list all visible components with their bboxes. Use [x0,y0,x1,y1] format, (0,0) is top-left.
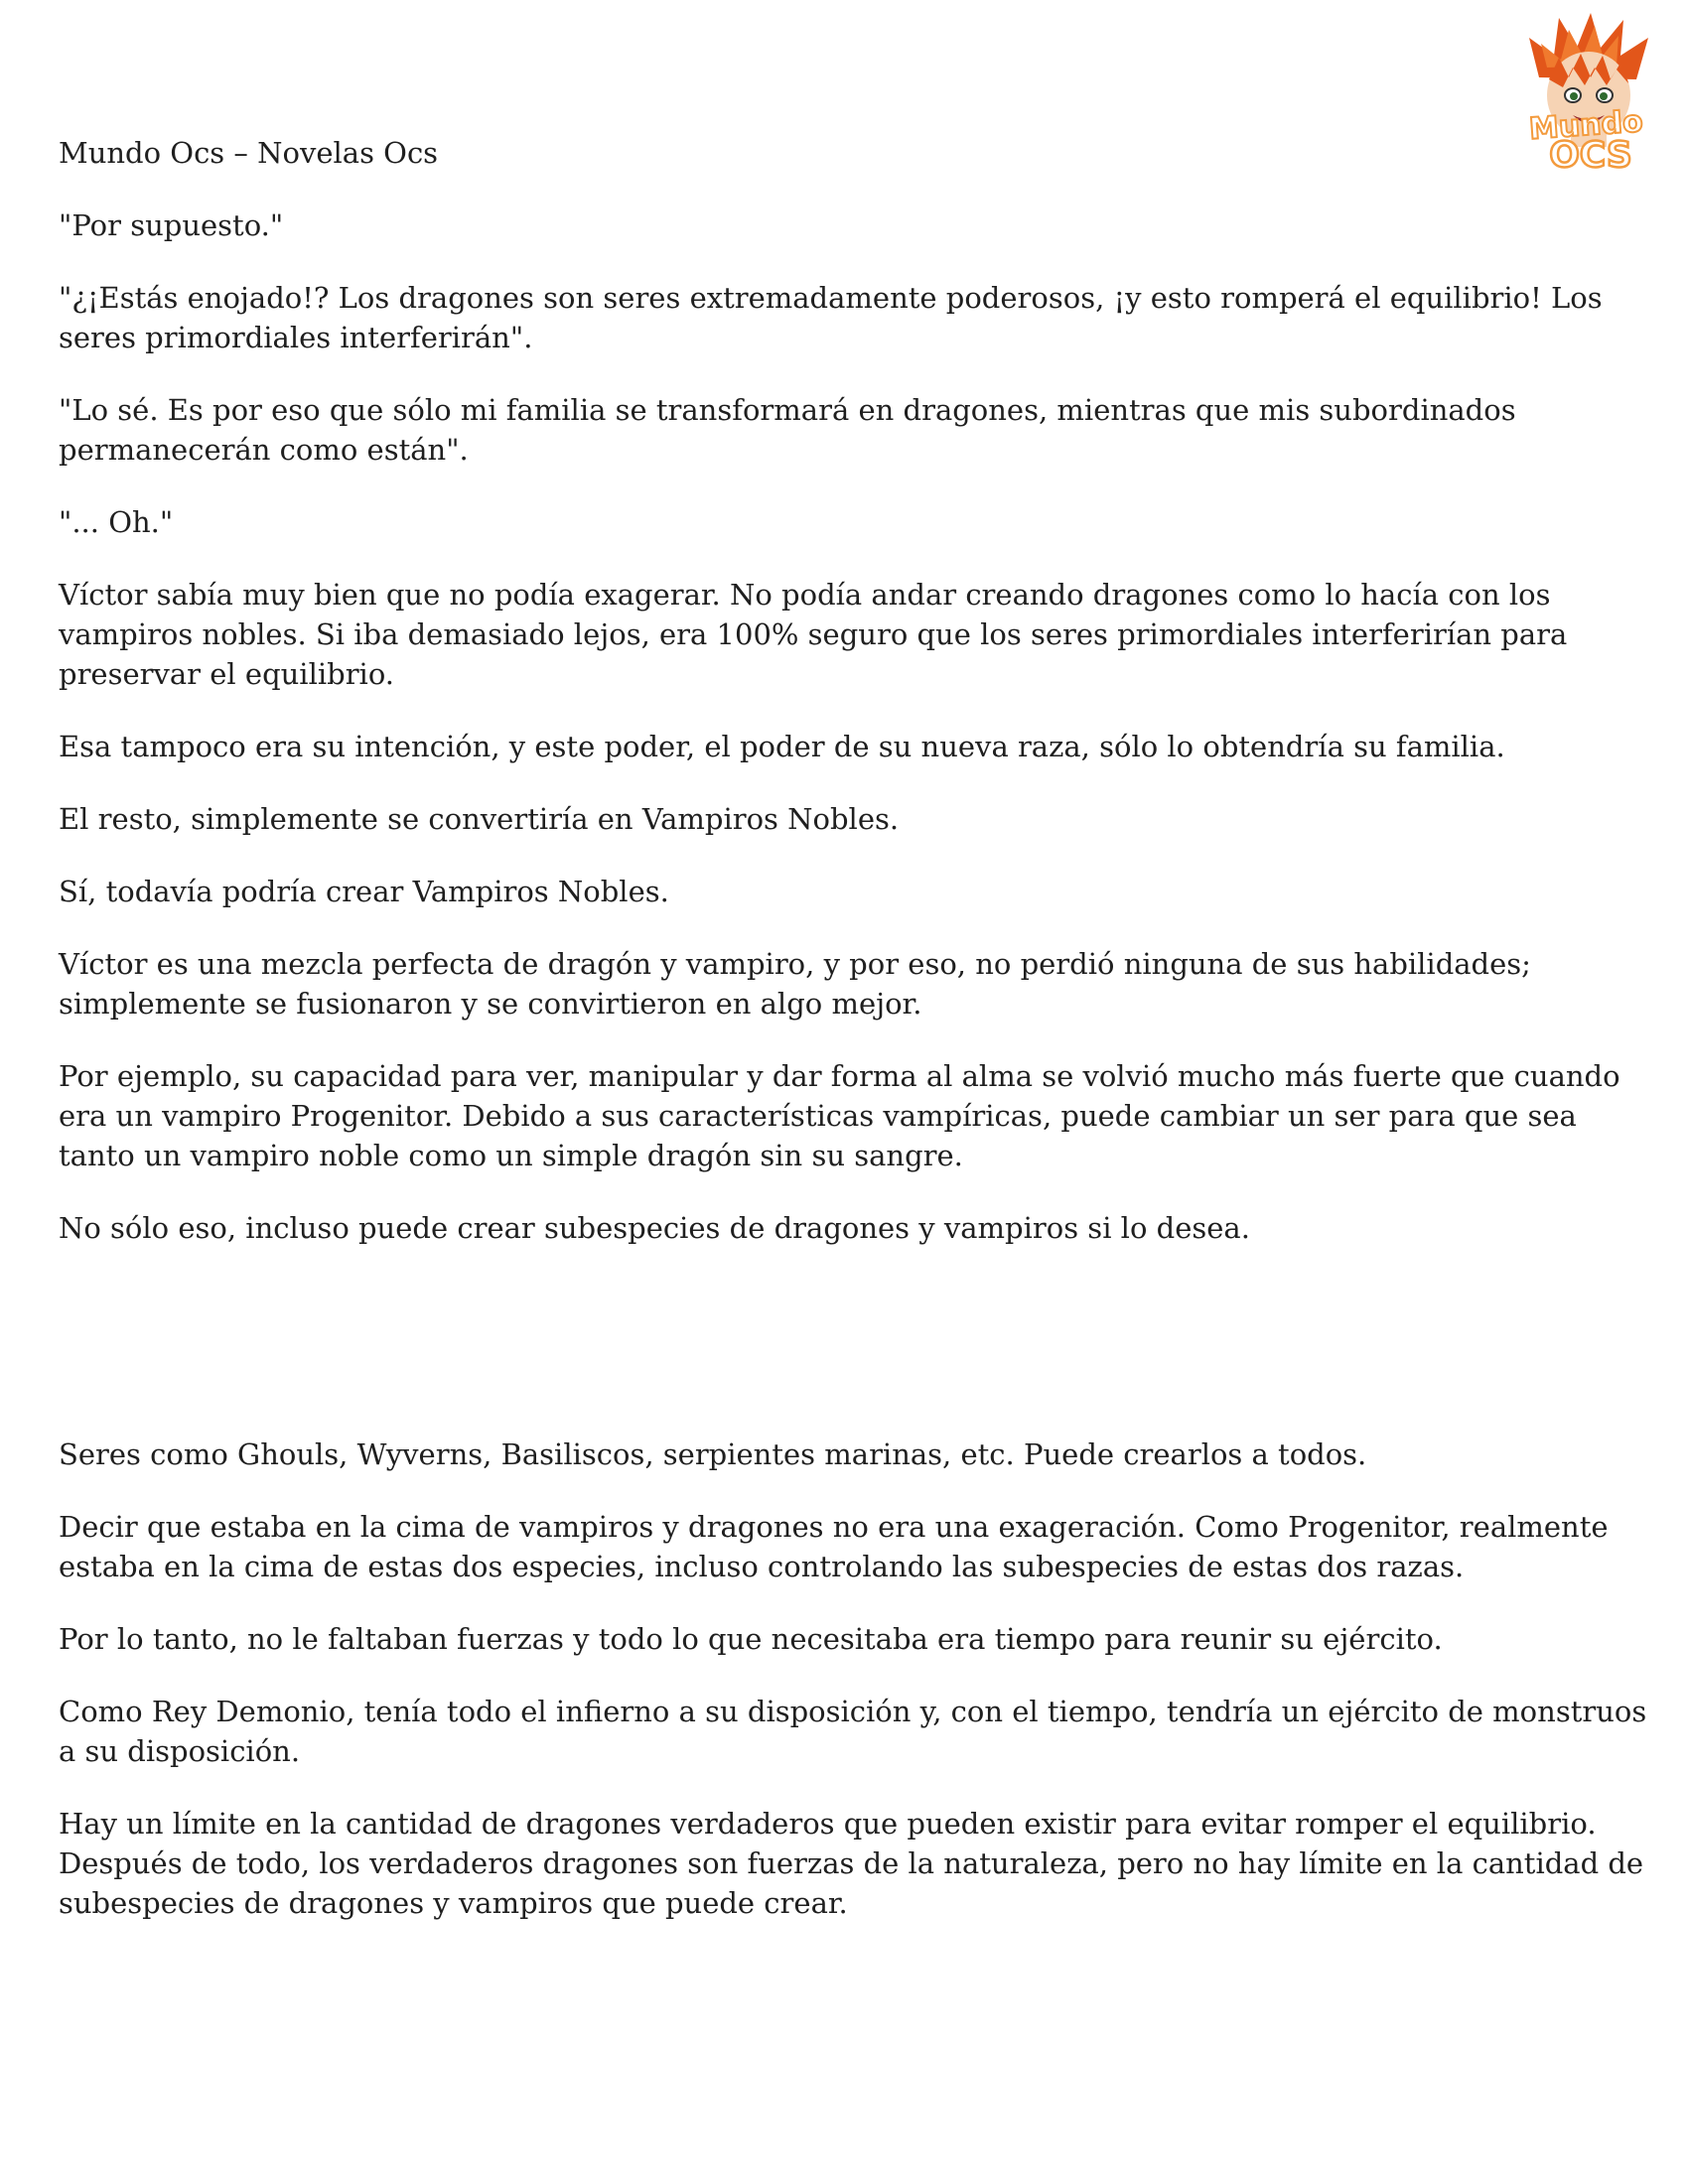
text-block-lower [59,1434,1647,1956]
paragraph: Decir que estaba en la cima de vampiros y dragones no era una exageración. Como Progenitor, realmente estaba en la cima de estas dos especies, incluso controlando las subespecies de estas dos razas. [59,1510,1609,1583]
paragraph: Sí, todavía podría crear Vampiros Nobles. [59,875,669,908]
paragraph: Hay un límite en la cantidad de dragones verdaderos que pueden existir para evitar romper el equilibrio. Después de todo, los verdaderos dragones son fuerzas de la naturaleza, pero no hay límite en la cantidad de subespecies de dragones y vampiros que puede crear. [59,1807,1644,1920]
paragraph: Como Rey Demonio, tenía todo el infierno a su disposición y, con el tiempo, tendría un ejército de monstruos a su disposición. [59,1695,1647,1768]
svg-text:Mundo: Mundo [1527,104,1644,147]
paragraph: Por lo tanto, no le faltaban fuerzas y todo lo que necesitaba era tiempo para reunir su ejército. [59,1622,1443,1656]
paragraph: Víctor es una mezcla perfecta de dragón y vampiro, y por eso, no perdió ninguna de sus habilidades; simplemente se fusionaron y se convirtieron en algo mejor. [59,947,1531,1021]
svg-text:OCS: OCS [1549,135,1632,176]
paragraph: El resto, simplemente se convertiría en Vampiros Nobles. [59,802,900,836]
mundo-ocs-logo [1499,8,1673,182]
paragraph: No sólo eso, incluso puede crear subespecies de dragones y vampiros si lo desea. [59,1211,1250,1245]
paragraph: "¿¡Estás enojado!? Los dragones son seres extremadamente poderosos, ¡y esto romperá el equilibrio! Los seres primordiales interferirán". [59,281,1603,354]
paragraph: Por ejemplo, su capacidad para ver, manipular y dar forma al alma se volvió mucho más fuerte que cuando era un vampiro Progenitor. Debido a sus características vampíricas, puede cambiar un ser para que sea tanto un vampiro noble como un simple dragón sin su sangre. [59,1059,1620,1172]
paragraph: "Lo sé. Es por eso que sólo mi familia se transformará en dragones, mientras que mis subordinados permanecerán como están". [59,393,1516,467]
paragraph: "... Oh." [59,505,174,539]
paragraph: Seres como Ghouls, Wyverns, Basiliscos, serpientes marinas, etc. Puede crearlos a todos. [59,1437,1367,1471]
paragraph: Víctor sabía muy bien que no podía exagerar. No podía andar creando dragones como lo hacía con los vampiros nobles. Si iba demasiado lejos, era 100% seguro que los seres primordiales interferirían para preservar el equilibrio. [59,578,1568,691]
site-title: Mundo Ocs – Novelas Ocs [59,136,439,170]
paragraph: "Por supuesto." [59,208,284,242]
text-block-upper [59,205,1647,1281]
paragraph: Esa tampoco era su intención, y este poder, el poder de su nueva raza, sólo lo obtendría su familia. [59,730,1505,763]
